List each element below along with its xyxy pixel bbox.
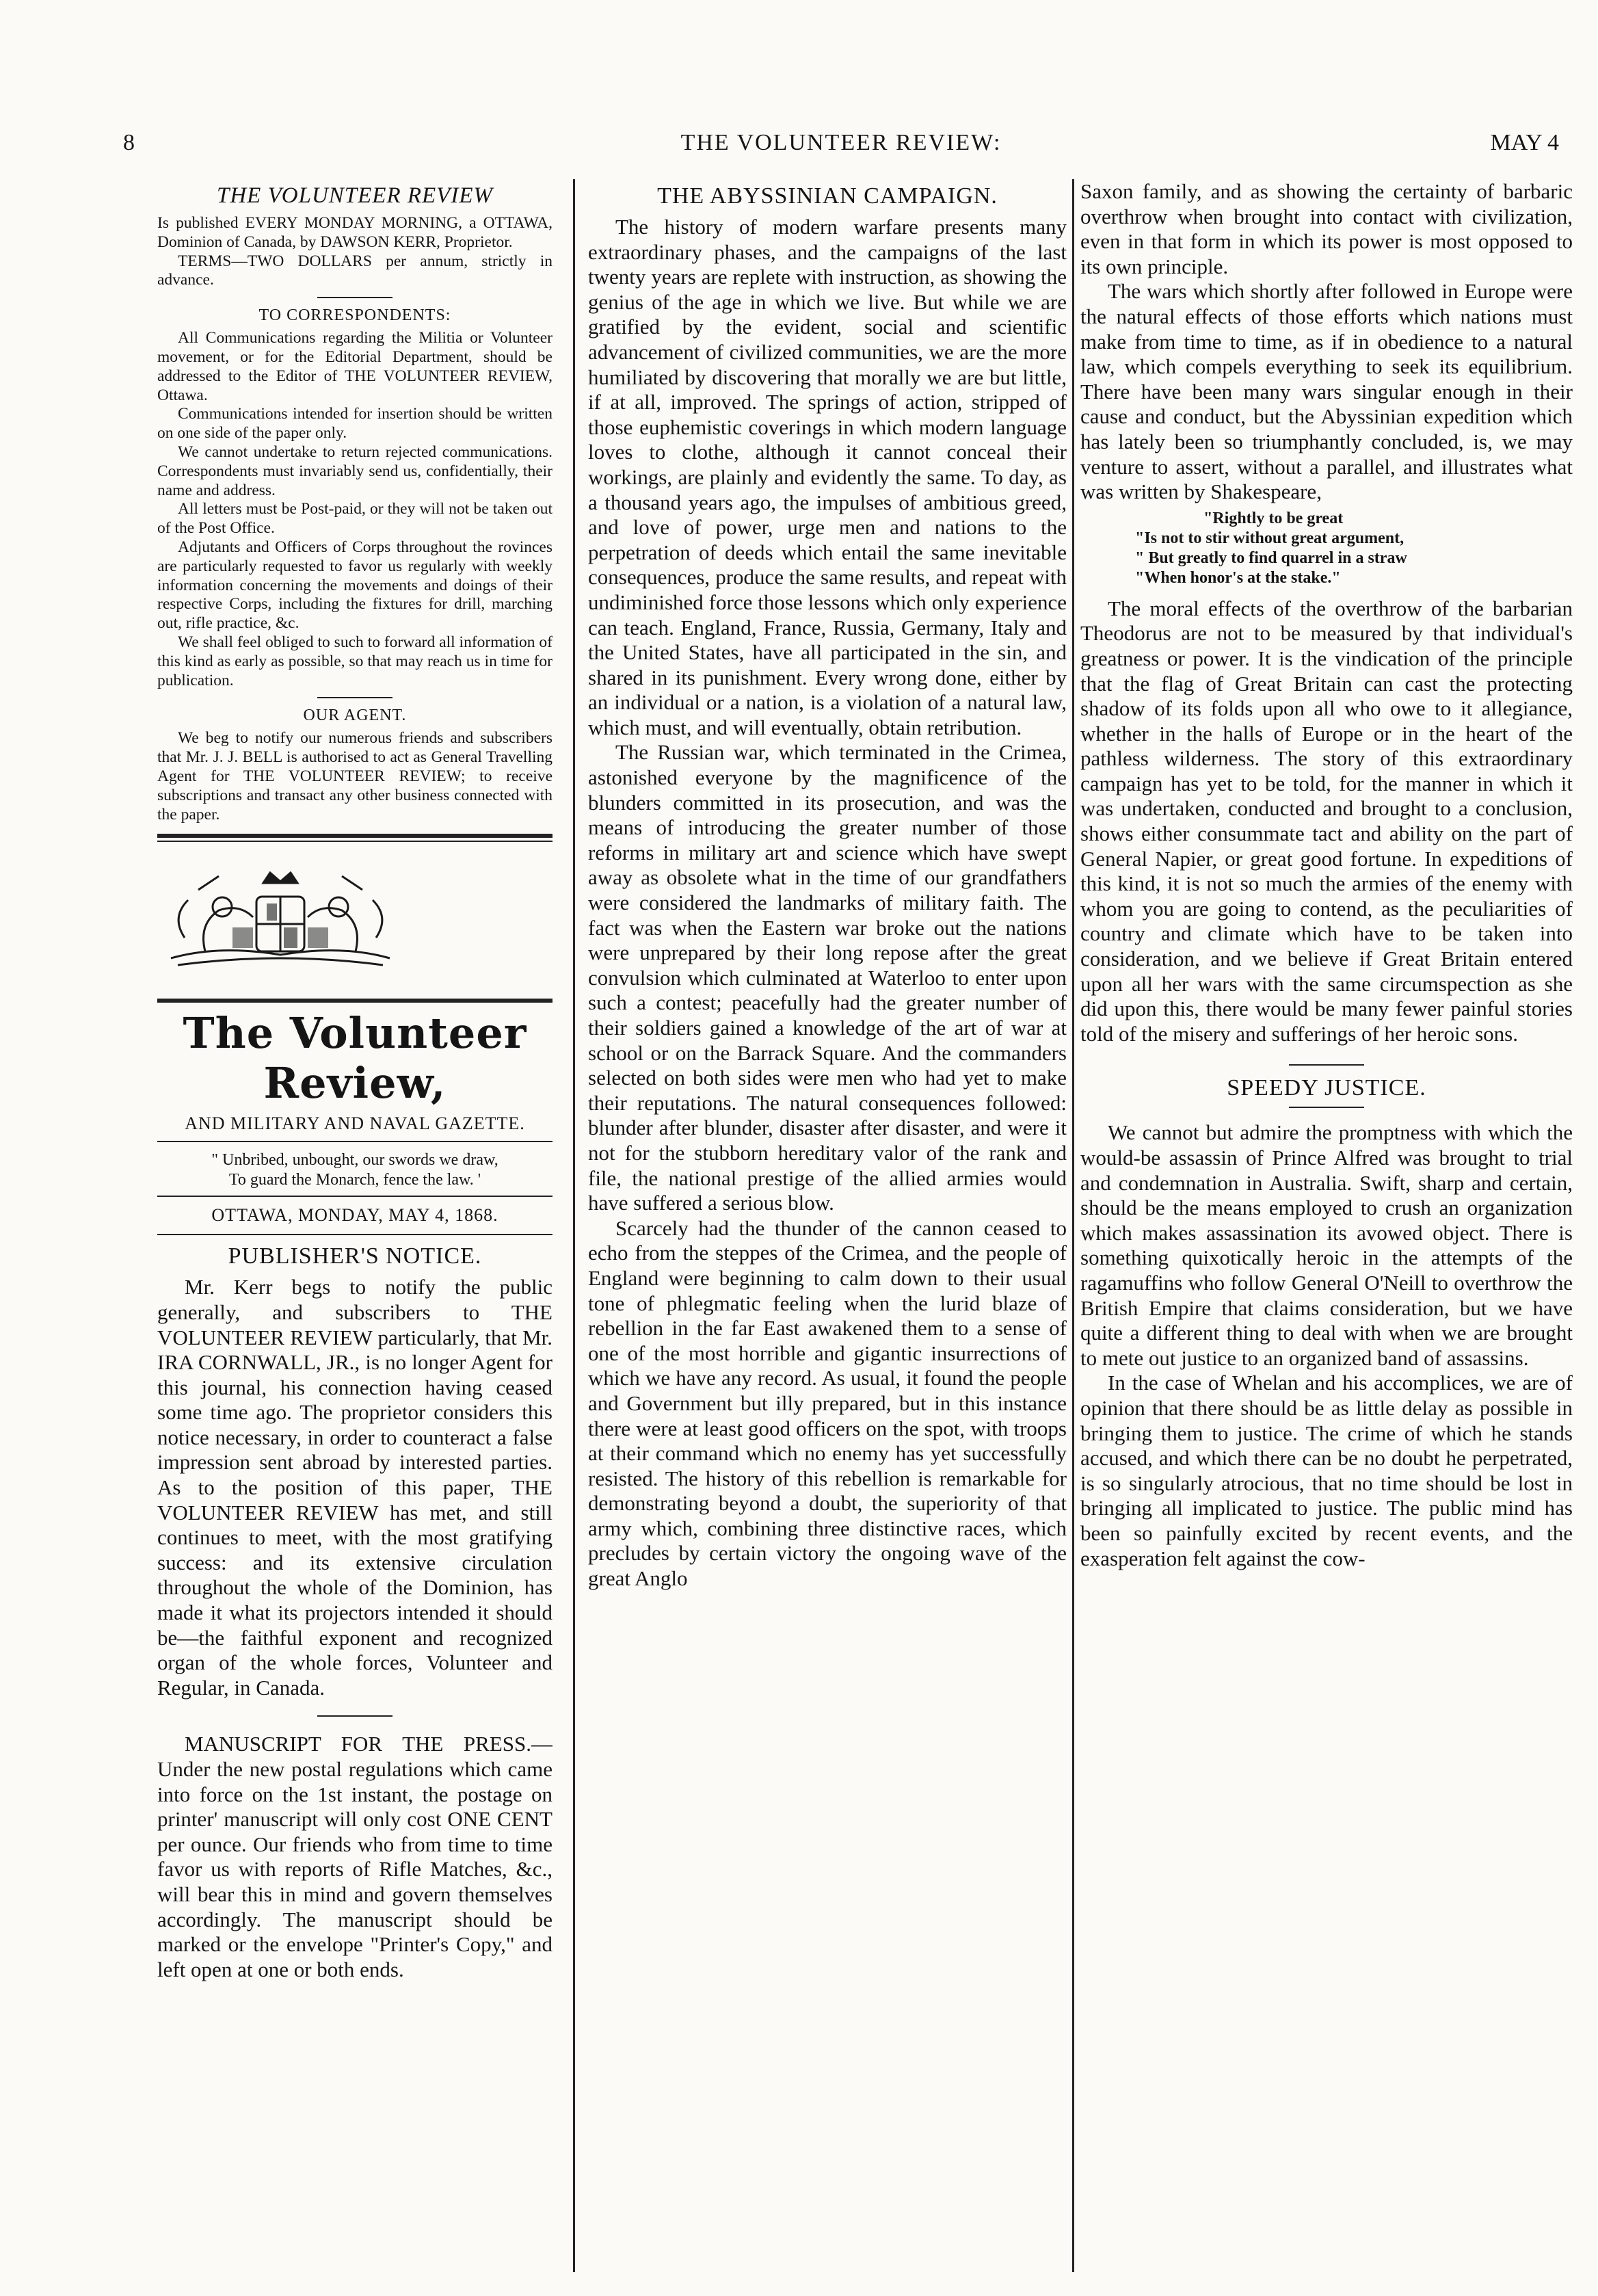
masthead-subtitle: AND MILITARY AND NAVAL GAZETTE. bbox=[185, 1113, 525, 1134]
article-paragraph: The wars which shortly after followed in Europe were the natural effects of those efforts which nations must make from time to time, as if in obedience to a natural law, which compels everything to seek its equilibrium. There have been many wars singular enough in their cause and conduct, but the Abyssinian expedition which has lately been so triumphantly concluded, is, we may venture to assert, without a parallel, and illustrates what was written by Shakespeare, bbox=[1080, 279, 1573, 504]
masthead-title: The Volunteer Review, bbox=[183, 1008, 527, 1109]
heavy-rule bbox=[157, 999, 552, 1003]
quote-line: "When honor's at the stake." bbox=[1135, 568, 1341, 587]
thin-rule bbox=[157, 1234, 552, 1235]
article-paragraph: The history of modern warfare presents many extraordinary phases, and the campaigns of the last twenty years are replete with instruction, as showing the genius of the age in which we live. But while we are gratified by the evident, social and scientific advancement of civilized communities, we are the more humiliated by discovering that morally we are but little, if at all, improved. The springs of action, stripped of those euphemistic coverings in which modern language loves to clothe, although it cannot conceal their workings, are plainly and evidently the same. To day, as a thousand years ago, the impulses of ambitious greed, and love of power, urge men and nations to the perpetration of deeds which entail the same inevitable consequences, produce the same results, and repeat with undiminished force those lessons which only experience can teach. England, France, Russia, Germany, Italy and the United States, have all participated in the sin, and shared in its punishment. Every wrong done, either by an individual or a nation, is a violation of a natural law, which must, and will eventually, obtain retribution. bbox=[588, 215, 1067, 739]
article-paragraph: The moral effects of the overthrow of the barbarian Theodorus are not to be measured by that individual's greatness or power. It is the vindication of the principle that the flag of Great Britain can cast the protecting shadow of its folds upon all who owe to it allegiance, whether in the halls of Europe or in the heart of the pathless wilderness. The story of this extraordinary campaign has yet to be told, for the manner in which it was undertaken, conducted and brought to a conclusion, shows either consummate tact and ability on the part of General Napier, or great good fortune. In expeditions of this kind, it is not so much the armies of the enemy with whom you are going to contend, as the peculiarities of country and climate which have to be taken into consideration, and we believe if Great Britain entered upon all her wars with the same circumspection as she did upon this, there would be many fewer painful stories told of the misery and sufferings of her heroic sons. bbox=[1080, 596, 1573, 1046]
quote-line: "Rightly to be great bbox=[1203, 509, 1344, 527]
article-paragraph: Scarcely had the thunder of the cannon ceased to echo from the steppes of the Crimea, and the people of England were beginning to calm down to their usual tone of phlegmatic feeling when the lurid blaze of rebellion in the far East awakened them to a sense of one of the most horrible and gigantic insurrections of which we have any record. As usual, it found the people and Government but illy prepared, but in this instance there were at least good officers on the spot, with troops at their command which no enemy has yet successfully resisted. The history of this rebellion is remarkable for demonstrating beyond a doubt, the superiority of that army which, combining three distinctive races, which precludes by certain victory the ongoing wave of the great Anglo bbox=[588, 1215, 1067, 1591]
motto-line: To guard the Monarch, fence the law. ' bbox=[228, 1171, 481, 1189]
running-title: THE VOLUNTEER REVIEW: bbox=[680, 130, 1002, 155]
divider bbox=[1289, 1064, 1364, 1066]
article-paragraph: The Russian war, which terminated in the Crimea, astonished everyone by the magnificence of the blunders committed in its prosecution, and was the means of introducing the greater number of those reforms in military art and science which have swept away as obsolete what in the time of our grandfathers were considered the landmarks of military faith. The fact was when the Eastern war broke out the nations were unprepared by their long repose after the great convulsion which culminated at Waterloo to enter upon such a contest; peacefully had the greater number of their soldiers gained a knowledge of the art of war at school or on the Barrack Square. And the commanders selected on both sides were men who had yet to make their reputations. The natural consequences followed: blunder after blunder, disaster after disaster, and were it not for the stubborn hereditary valor of the rank and file, the national prestige of the allied armies would have suffered a serious blow. bbox=[588, 740, 1067, 1215]
quote-line: "Is not to stir without great argument, bbox=[1135, 529, 1404, 547]
correspondents-heading: TO CORRESPONDENTS: bbox=[258, 306, 451, 325]
column-rule-2 bbox=[1072, 179, 1074, 2272]
agent-heading: OUR AGENT. bbox=[303, 707, 407, 725]
royal-arms-emblem-icon bbox=[157, 862, 403, 979]
correspondents-paragraph: All Communications regarding the Militia or Volunteer movement, or for the Editorial Department, should be addressed to the Editor of THE VOLUNTEER REVIEW, Ottawa. bbox=[157, 329, 552, 404]
notice-heading: PUBLISHER'S NOTICE. bbox=[228, 1243, 482, 1269]
divider bbox=[317, 297, 392, 298]
notice-paragraph: Mr. Kerr begs to notify the public generally, and subscribers to THE VOLUNTEER REVIEW particularly, that Mr. IRA CORNWALL, JR., is no longer Agent for this journal, his connection having ceased some time ago. The proprietor considers this notice necessary, in order to counteract a false impression sent abroad by interested parties. As to the position of this paper, THE VOLUNTEER REVIEW has met, and still continues to meet, with the most gratifying success: and its extensive circulation throughout the whole of the Dominion, has made it what its projectors intended it should be—the faithful exponent and recognized organ of the whole forces, Volunteer and Regular, in Canada. bbox=[157, 1275, 552, 1700]
page-number: 8 bbox=[123, 130, 135, 155]
motto bbox=[157, 1150, 552, 1190]
correspondents-paragraph: We shall feel obliged to such to forward all information of this kind as early as possible, so that may reach us in time for publication. bbox=[157, 633, 552, 689]
correspondents-paragraph: Adjutants and Officers of Corps throughout the rovinces are particularly requested to favor us regularly with weekly information concerning the movements and doings of their respective Corps, including the fixtures for drill, marching out, rifle practice, &c. bbox=[157, 538, 552, 633]
publication-info: Is published EVERY MONDAY MORNING, a OTTAWA, Dominion of Canada, by DAWSON KERR, Proprietor. bbox=[157, 214, 552, 251]
divider bbox=[317, 697, 392, 698]
thin-rule bbox=[157, 841, 552, 842]
divider bbox=[317, 1715, 392, 1717]
running-date: MAY 4 bbox=[1490, 130, 1559, 155]
correspondents-paragraph: All letters must be Post-paid, or they will not be taken out of the Post Office. bbox=[157, 500, 552, 538]
manuscript-paragraph: MANUSCRIPT FOR THE PRESS.—Under the new postal regulations which came into force on the 1st instant, the postage on printer' manuscript will only cost ONE CENT per ounce. Our friends who from time to time favor us with reports of Rifle Matches, &c., will bear this in mind and govern themselves accordingly. The manuscript should be marked or the envelope "Printer's Copy," and left open at one or both ends. bbox=[157, 1732, 552, 1981]
justice-paragraph: In the case of Whelan and his accomplices, we are of opinion that there should be as little delay as possible in bringing them to justice. The crime of which he stands accused, and which there can be no doubt he perpetrated, is so singularly atrocious, that no time should be lost in bringing all implicated to justice. The public mind has been so painfully excited by recent events, and the exasperation felt against the cow- bbox=[1080, 1371, 1573, 1570]
paper-info-title: THE VOLUNTEER REVIEW bbox=[217, 183, 493, 208]
column-left bbox=[157, 179, 552, 2272]
thin-rule bbox=[157, 1196, 552, 1197]
subscription-terms: TERMS—TWO DOLLARS per annum, strictly in advance. bbox=[157, 252, 552, 289]
agent-paragraph: We beg to notify our numerous friends and subscribers that Mr. J. J. BELL is authorised to act as General Travelling Agent for THE VOLUNTEER REVIEW; to receive subscriptions and transact any other business connected with the paper. bbox=[157, 729, 552, 823]
justice-heading: SPEEDY JUSTICE. bbox=[1227, 1075, 1426, 1101]
column-right bbox=[1080, 179, 1573, 2272]
justice-paragraph: We cannot but admire the promptness with which the would-be assassin of Prince Alfred was brought to trial and condemnation in Australia. Swift, sharp and certain, should be the means employed to crush an organization which makes assassination its avowed object. There is something quixotically heroic in the attempts of the ragamuffins who follow General O'Neill to overthrow the British Empire that claims consideration, but we have quite a different thing to deal with when we are brought to mete out justice to an organized band of assassins. bbox=[1080, 1120, 1573, 1370]
quote-line: " But greatly to find quarrel in a straw bbox=[1135, 549, 1407, 567]
article-paragraph: Saxon family, and as showing the certainty of barbaric overthrow when brought into contact with civilization, even in that form in which its power is most opposed to its own principle. bbox=[1080, 179, 1573, 278]
shakespeare-quote bbox=[1080, 509, 1573, 588]
column-middle bbox=[588, 179, 1067, 2272]
page-header bbox=[123, 130, 1559, 171]
article-heading: THE ABYSSINIAN CAMPAIGN. bbox=[657, 183, 998, 209]
issue-dateline: OTTAWA, MONDAY, MAY 4, 1868. bbox=[211, 1205, 498, 1226]
correspondents-paragraph: We cannot undertake to return rejected communications. Correspondents must invariably send us, confidentially, their name and address. bbox=[157, 443, 552, 499]
heavy-rule bbox=[157, 834, 552, 838]
motto-line: " Unbribed, unbought, our swords we draw, bbox=[211, 1151, 498, 1170]
column-rule-1 bbox=[573, 179, 575, 2272]
thin-rule bbox=[157, 1141, 552, 1142]
divider bbox=[1289, 1107, 1364, 1108]
correspondents-paragraph: Communications intended for insertion should be written on one side of the paper only. bbox=[157, 405, 552, 443]
